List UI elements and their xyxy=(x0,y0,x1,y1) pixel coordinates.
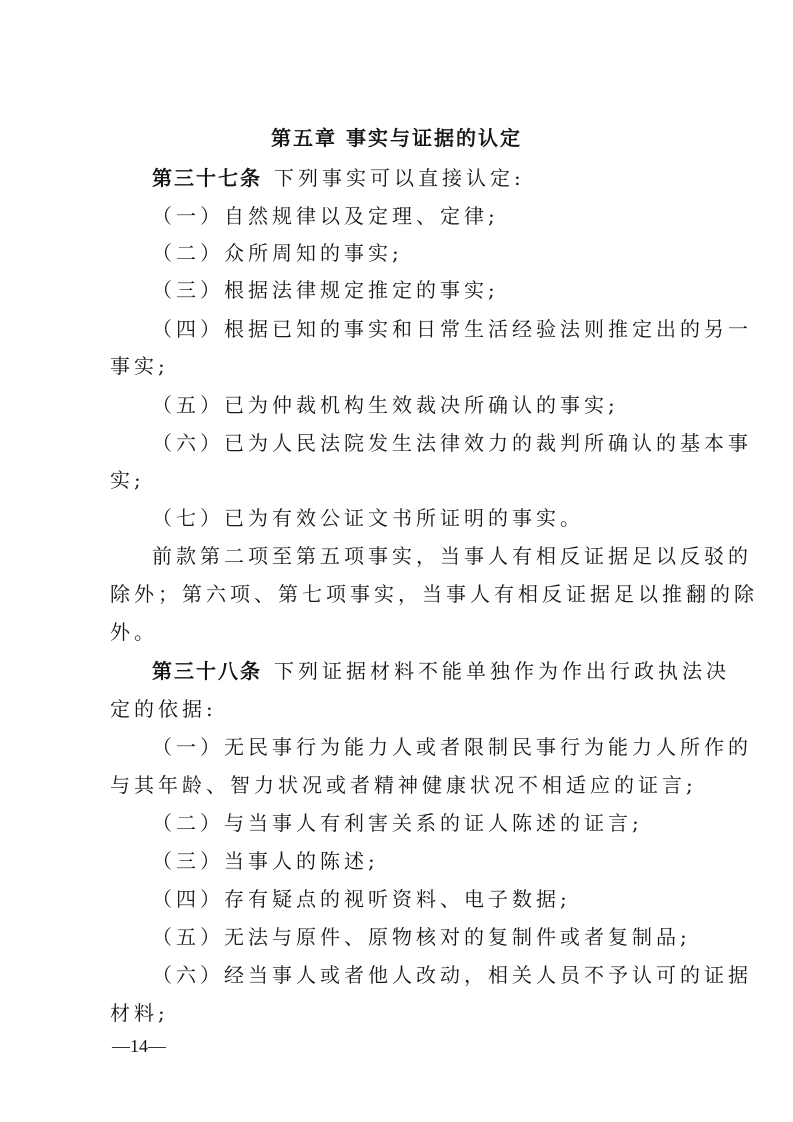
article-37-item-5: （五）已为仲裁机构生效裁决所确认的事实; xyxy=(152,393,619,417)
article-38-item-6: （六）经当事人或者他人改动，相关人员不予认可的证据 xyxy=(152,963,752,987)
page-number: —14— xyxy=(112,1036,166,1056)
article-37-intro: 下列事实可以直接认定: xyxy=(274,166,525,190)
article-37-item-4-cont: 事实; xyxy=(110,354,169,378)
article-37-closing-2: 除外；第六项、第七项事实，当事人有相反证据足以推翻的除 xyxy=(110,582,758,606)
article-37-closing-3: 外。 xyxy=(110,620,158,644)
article-37-item-3: （三）根据法律规定推定的事实; xyxy=(152,278,499,302)
chapter-title: 第五章 事实与证据的认定 xyxy=(271,126,522,150)
article-38-item-1-cont: 与其年龄、智力状况或者精神健康状况不相适应的证言; xyxy=(110,773,697,797)
article-37-closing-1: 前款第二项至第五项事实，当事人有相反证据足以反驳的 xyxy=(152,544,752,568)
article-38-intro: 下列证据材料不能单独作为作出行政执法决 xyxy=(274,659,730,683)
article-38-item-3: （三）当事人的陈述; xyxy=(152,849,379,873)
article-38-item-5: （五）无法与原件、原物核对的复制件或者复制品; xyxy=(152,925,691,949)
article-38-first-line xyxy=(152,658,730,684)
article-37-heading: 第三十七条 xyxy=(152,166,262,190)
article-37-item-2: （二）众所周知的事实; xyxy=(152,241,403,265)
article-37-item-7: （七）已为有效公证文书所证明的事实。 xyxy=(152,506,584,530)
article-38-item-6-cont: 材料; xyxy=(110,1001,169,1025)
article-37-item-6-cont: 实; xyxy=(110,468,145,492)
article-37-item-4: （四）根据已知的事实和日常生活经验法则推定出的另一 xyxy=(152,317,752,341)
article-38-heading: 第三十八条 xyxy=(152,659,262,683)
article-38-item-4: （四）存有疑点的视听资料、电子数据; xyxy=(152,887,571,911)
article-38-item-2: （二）与当事人有利害关系的证人陈述的证言; xyxy=(152,811,643,835)
article-37-first-line xyxy=(152,165,525,191)
article-38-intro-cont: 定的依据: xyxy=(110,697,217,721)
article-38-item-1: （一）无民事行为能力人或者限制民事行为能力人所作的 xyxy=(152,735,752,759)
article-37-item-1: （一）自然规律以及定理、定律; xyxy=(152,204,499,228)
article-37-item-6: （六）已为人民法院发生法律效力的裁判所确认的基本事 xyxy=(152,431,752,455)
